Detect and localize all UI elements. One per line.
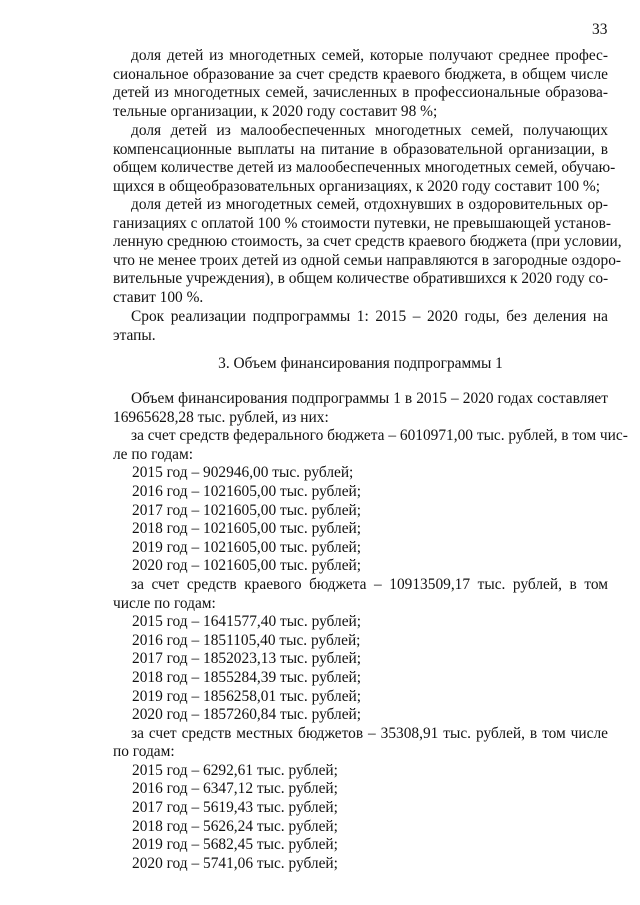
- text-line: что не менее троих детей из одной семьи направляются в загородные оздоро-: [113, 251, 622, 269]
- year-amount: 2016 год – 1021605,00 тыс. рублей;: [132, 482, 362, 500]
- financing-section: [113, 390, 628, 873]
- year-amount: 2015 год – 1641577,40 тыс. рублей;: [132, 613, 362, 631]
- text-line: детей из многодетных семей, зачисленных в профессиональные образова-: [113, 84, 608, 102]
- year-amount: 2020 год – 1857260,84 тыс. рублей;: [132, 706, 362, 724]
- year-amount: 2018 год – 1021605,00 тыс. рублей;: [132, 520, 362, 538]
- text-line: общем количестве детей из малообеспеченных многодетных семей, обучаю-: [113, 159, 616, 177]
- text-line: 16965628,28 тыс. рублей, из них:: [113, 408, 329, 426]
- year-amount: 2017 год – 1021605,00 тыс. рублей;: [132, 501, 362, 519]
- year-amount: 2019 год – 5682,45 тыс. рублей;: [132, 836, 338, 854]
- text-line: вительные учреждения), в общем количестве обратившихся к 2020 году со-: [113, 270, 609, 288]
- text-line: Объем финансирования подпрограммы 1 в 2015 – 2020 годах составляет: [131, 390, 608, 407]
- text-line: этапы.: [113, 326, 156, 344]
- paragraph-implementation-period: [113, 308, 608, 345]
- text-line: сиональное образование за счет средств краевого бюджета, в общем числе: [113, 65, 608, 83]
- year-amount: 2020 год – 1021605,00 тыс. рублей;: [132, 557, 362, 575]
- text-line: тельные организации, к 2020 году составит 98 %;: [113, 102, 438, 120]
- year-amount: 2015 год – 6292,61 тыс. рублей;: [132, 761, 338, 779]
- text-line: доля детей из многодетных семей, отдохнувших в оздоровительных ор-: [131, 196, 608, 213]
- year-amount: 2020 год – 5741,06 тыс. рублей;: [132, 854, 338, 872]
- year-amount: 2015 год – 902946,00 тыс. рублей;: [132, 464, 354, 482]
- paragraph-recreation: [113, 196, 622, 308]
- year-amount: 2017 год – 1852023,13 тыс. рублей;: [132, 650, 362, 668]
- text-line: за счет средств местных бюджетов – 35308,91 тыс. рублей, в том числе: [131, 724, 608, 742]
- page-number: 33: [592, 21, 608, 38]
- year-amount: 2018 год – 1855284,39 тыс. рублей;: [132, 668, 362, 686]
- text-line: доля детей из многодетных семей, которые получают среднее профес-: [131, 47, 608, 64]
- text-line: компенсационные выплаты на питание в образовательной организации, в: [113, 140, 608, 158]
- text-line: ганизациях с оплатой 100 % стоимости путевки, не превышающей установ-: [113, 214, 611, 232]
- paragraph-vocational-education: [113, 47, 608, 121]
- year-amount: 2019 год – 1856258,01 тыс. рублей;: [132, 687, 362, 705]
- year-amount: 2018 год – 5626,24 тыс. рублей;: [132, 817, 338, 835]
- year-amount: 2016 год – 6347,12 тыс. рублей;: [132, 780, 338, 798]
- year-amount: 2016 год – 1851105,40 тыс. рублей;: [132, 631, 361, 649]
- year-amount: 2017 год – 5619,43 тыс. рублей;: [132, 799, 338, 817]
- text-line: числе по годам:: [113, 594, 216, 612]
- text-line: щихся в общеобразовательных организациях, к 2020 году составит 100 %;: [113, 177, 600, 195]
- text-line: за счет средств федерального бюджета – 6010971,00 тыс. рублей, в том чис-: [131, 427, 628, 445]
- text-line: ленную среднюю стоимость, за счет средств краевого бюджета (при условии,: [113, 233, 622, 251]
- text-line: ле по годам:: [113, 445, 193, 463]
- text-line: ставит 100 %.: [113, 288, 204, 306]
- paragraph-meal-compensation: [113, 122, 616, 196]
- year-amount: 2019 год – 1021605,00 тыс. рублей;: [132, 538, 362, 556]
- text-line: доля детей из малообеспеченных многодетных семей, получающих: [131, 122, 608, 139]
- text-line: за счет средств краевого бюджета – 10913509,17 тыс. рублей, в том: [131, 575, 608, 593]
- text-line: Срок реализации подпрограммы 1: 2015 – 2020 годы, без деления на: [131, 308, 608, 325]
- section-heading: 3. Объем финансирования подпрограммы 1: [218, 355, 503, 372]
- text-line: по годам:: [113, 743, 175, 761]
